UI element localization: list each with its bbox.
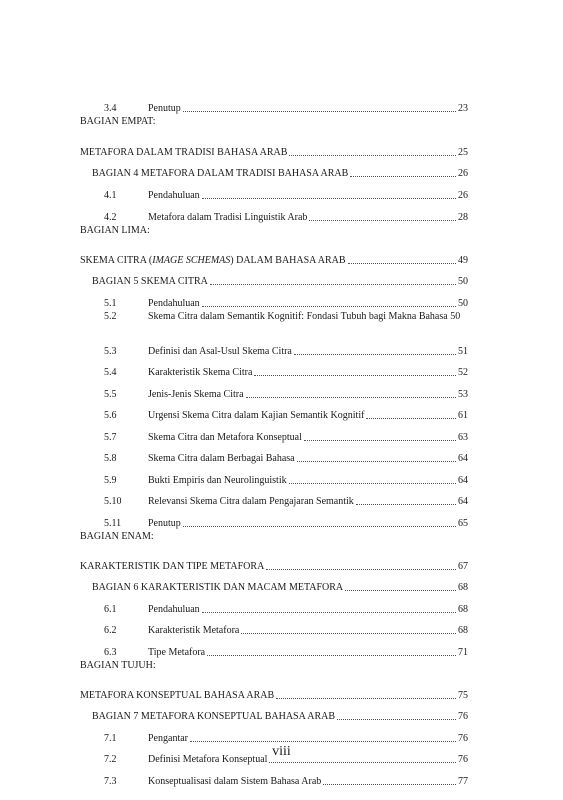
toc-entry-title: Pendahuluan bbox=[148, 298, 200, 309]
toc-entry bbox=[80, 766, 468, 788]
toc-entry-page: 64 bbox=[458, 496, 468, 507]
toc-part-heading bbox=[80, 659, 468, 680]
toc-entry bbox=[80, 358, 468, 379]
toc-entry-number: 5.3 bbox=[104, 346, 117, 357]
toc-dot-leader bbox=[323, 784, 456, 785]
toc-entry-title: Pendahuluan bbox=[148, 604, 200, 615]
toc-entry-page: 51 bbox=[458, 346, 468, 357]
toc-entry-page: 71 bbox=[458, 647, 468, 658]
toc-entry-title: Penutup bbox=[148, 518, 181, 529]
toc-entry-title: Tipe Metafora bbox=[148, 647, 206, 658]
toc-entry-page: 76 bbox=[458, 733, 468, 744]
toc-entry-number: 5.6 bbox=[104, 410, 117, 421]
toc-part-heading bbox=[80, 530, 468, 551]
toc-dot-leader bbox=[309, 220, 456, 221]
toc-entry-number: 5.11 bbox=[104, 518, 122, 529]
toc-entry bbox=[80, 465, 468, 487]
toc-part-heading-text: BAGIAN ENAM: bbox=[80, 531, 154, 542]
toc-entry bbox=[80, 245, 468, 267]
toc-entry-title: BAGIAN 5 SKEMA CITRA bbox=[92, 276, 208, 287]
toc-entry-page: 76 bbox=[458, 754, 468, 765]
toc-entry-page: 25 bbox=[458, 147, 468, 158]
toc-entry-title: Konseptualisasi dalam Sistem Bahasa Arab bbox=[148, 776, 322, 787]
toc-entry bbox=[80, 594, 468, 616]
toc-entry-title-prefix: SKEMA CITRA ( bbox=[80, 255, 153, 266]
toc-entry bbox=[80, 159, 468, 180]
toc-part-heading bbox=[80, 224, 468, 245]
toc-entry-title: Skema Citra dalam Berbagai Bahasa bbox=[148, 453, 295, 464]
toc-entry-title-suffix: ) DALAM BAHASA ARAB bbox=[230, 255, 346, 266]
toc-dot-leader bbox=[337, 719, 456, 720]
toc-dot-leader bbox=[356, 504, 456, 505]
toc-dot-leader bbox=[294, 354, 456, 355]
page-number: viii bbox=[272, 744, 291, 759]
toc-entry-number: 5.8 bbox=[104, 453, 117, 464]
toc-entry-page: 28 bbox=[458, 212, 468, 223]
toc-entry-page: 68 bbox=[458, 582, 468, 593]
toc-dot-leader bbox=[210, 284, 456, 285]
toc-dot-leader bbox=[345, 590, 456, 591]
toc-dot-leader bbox=[241, 633, 456, 634]
toc-dot-leader bbox=[190, 741, 456, 742]
toc-entry-number: 5.2 bbox=[104, 311, 117, 322]
toc-entry-title: Karakteristik Metafora bbox=[148, 625, 240, 636]
toc-entry-page: 23 bbox=[458, 103, 468, 114]
toc-entry bbox=[80, 379, 468, 401]
toc-entry-title: Karakteristik Skema Citra bbox=[148, 367, 253, 378]
toc-entry-title: Metafora dalam Tradisi Linguistik Arab bbox=[148, 212, 308, 223]
toc-entry-number: 5.5 bbox=[104, 389, 117, 400]
toc-part-heading-text: BAGIAN EMPAT: bbox=[80, 116, 156, 127]
toc-entry-title-italic: IMAGE SCHEMAS bbox=[152, 255, 231, 266]
toc-entry-number: 3.4 bbox=[104, 103, 117, 114]
toc-entry-page: 67 bbox=[458, 561, 468, 572]
toc-entry bbox=[80, 288, 468, 310]
toc-dot-leader bbox=[254, 375, 456, 376]
toc-dot-leader bbox=[276, 698, 456, 699]
toc-entry-page: 26 bbox=[458, 168, 468, 179]
toc-dot-leader bbox=[269, 762, 456, 763]
toc-entry-page: 64 bbox=[458, 453, 468, 464]
toc-dot-leader bbox=[289, 483, 456, 484]
toc-entry-number: 5.1 bbox=[104, 298, 117, 309]
toc-entry bbox=[80, 94, 468, 115]
toc-part-heading-text: BAGIAN TUJUH: bbox=[80, 660, 156, 671]
toc-entry-title: Urgensi Skema Citra dalam Kajian Semantik Kognitif bbox=[148, 410, 365, 421]
toc-entry-title bbox=[80, 254, 346, 267]
toc-entry bbox=[80, 723, 468, 745]
toc-entry-title: Skema Citra dan Metafora Konseptual bbox=[148, 432, 302, 443]
toc-entry bbox=[80, 616, 468, 637]
toc-entry-title: Pendahuluan bbox=[148, 190, 200, 201]
toc-dot-leader bbox=[202, 612, 456, 613]
toc-entry-page: 53 bbox=[458, 389, 468, 400]
toc-entry bbox=[80, 422, 468, 444]
toc-entry-page: 50 bbox=[458, 298, 468, 309]
toc-entry-title: Definisi Metafora Konseptual bbox=[148, 754, 268, 765]
toc-entry-number: 7.3 bbox=[104, 776, 117, 787]
toc-entry bbox=[80, 680, 468, 702]
toc-entry-page: 77 bbox=[458, 776, 468, 787]
toc-entry bbox=[80, 702, 468, 723]
toc-entry bbox=[80, 637, 468, 659]
toc-entry-title: Penutup bbox=[148, 103, 181, 114]
toc-dot-leader bbox=[304, 440, 456, 441]
toc-entry-number: 5.4 bbox=[104, 367, 117, 378]
toc-entry bbox=[80, 487, 468, 508]
toc-part-heading-text: BAGIAN LIMA: bbox=[80, 225, 150, 236]
toc-entry bbox=[80, 310, 468, 336]
toc-entry-page: 52 bbox=[458, 367, 468, 378]
toc-entry-title: Skema Citra dalam Semantik Kognitif: Fondasi Tubuh bagi Makna Bahasa 50 bbox=[148, 311, 461, 322]
toc-entry-title: Pengantar bbox=[148, 733, 188, 744]
toc-entry-title: KARAKTERISTIK DAN TIPE METAFORA bbox=[80, 561, 265, 572]
toc-entry-page: 61 bbox=[458, 410, 468, 421]
toc-entry bbox=[80, 551, 468, 573]
toc-entry-title: METAFORA DALAM TRADISI BAHASA ARAB bbox=[80, 147, 288, 158]
toc-entry-number: 6.1 bbox=[104, 604, 117, 615]
table-of-contents bbox=[80, 94, 468, 788]
toc-entry-title: BAGIAN 6 KARAKTERISTIK DAN MACAM METAFORA bbox=[92, 582, 344, 593]
toc-dot-leader bbox=[202, 198, 456, 199]
toc-entry bbox=[80, 267, 468, 288]
toc-dot-leader bbox=[266, 569, 456, 570]
toc-entry-title: BAGIAN 4 METAFORA DALAM TRADISI BAHASA ARAB bbox=[92, 168, 349, 179]
toc-entry bbox=[80, 508, 468, 530]
toc-entry-page: 75 bbox=[458, 690, 468, 701]
toc-entry-title: METAFORA KONSEPTUAL BAHASA ARAB bbox=[80, 690, 275, 701]
toc-entry-page: 76 bbox=[458, 711, 468, 722]
toc-dot-leader bbox=[202, 306, 456, 307]
toc-dot-leader bbox=[183, 111, 456, 112]
toc-entry-title: Bukti Empiris dan Neurolinguistik bbox=[148, 475, 287, 486]
toc-entry bbox=[80, 444, 468, 465]
toc-entry-page: 68 bbox=[458, 604, 468, 615]
toc-entry-number: 5.10 bbox=[104, 496, 122, 507]
toc-entry-title: Definisi dan Asal-Usul Skema Citra bbox=[148, 346, 292, 357]
toc-dot-leader bbox=[289, 155, 456, 156]
toc-entry-number: 6.2 bbox=[104, 625, 117, 636]
toc-dot-leader bbox=[348, 263, 456, 264]
toc-dot-leader bbox=[297, 461, 456, 462]
toc-entry-title: BAGIAN 7 METAFORA KONSEPTUAL BAHASA ARAB bbox=[92, 711, 336, 722]
toc-dot-leader bbox=[350, 176, 456, 177]
toc-entry-number: 4.1 bbox=[104, 190, 117, 201]
toc-dot-leader bbox=[246, 397, 456, 398]
toc-dot-leader bbox=[183, 526, 456, 527]
toc-entry-page: 64 bbox=[458, 475, 468, 486]
toc-entry-number: 7.2 bbox=[104, 754, 117, 765]
toc-entry-number: 5.7 bbox=[104, 432, 117, 443]
toc-entry-page: 63 bbox=[458, 432, 468, 443]
toc-entry bbox=[80, 137, 468, 159]
toc-part-heading bbox=[80, 115, 468, 137]
toc-entry-page: 49 bbox=[458, 255, 468, 266]
toc-dot-leader bbox=[366, 418, 456, 419]
toc-entry-number: 6.3 bbox=[104, 647, 117, 658]
toc-entry bbox=[80, 180, 468, 202]
toc-entry bbox=[80, 573, 468, 594]
toc-entry bbox=[80, 401, 468, 422]
toc-entry-number: 5.9 bbox=[104, 475, 117, 486]
toc-entry-page: 50 bbox=[458, 276, 468, 287]
toc-entry-title: Jenis-Jenis Skema Citra bbox=[148, 389, 244, 400]
toc-dot-leader bbox=[207, 655, 456, 656]
toc-entry-page: 68 bbox=[458, 625, 468, 636]
toc-entry-number: 7.1 bbox=[104, 733, 117, 744]
toc-entry-title: Relevansi Skema Citra dalam Pengajaran Semantik bbox=[148, 496, 354, 507]
toc-entry bbox=[80, 202, 468, 224]
toc-entry-number: 4.2 bbox=[104, 212, 117, 223]
toc-entry-page: 26 bbox=[458, 190, 468, 201]
toc-entry bbox=[80, 336, 468, 358]
toc-entry-page: 65 bbox=[458, 518, 468, 529]
